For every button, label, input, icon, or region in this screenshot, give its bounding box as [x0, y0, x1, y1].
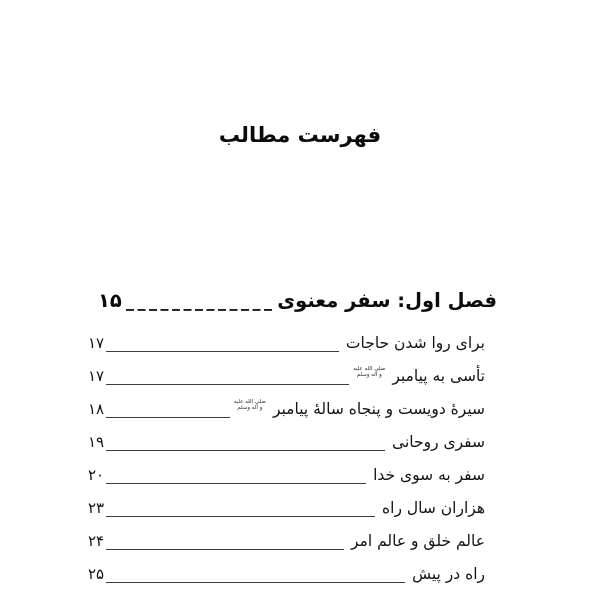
- chapter-heading-label: فصل اول: سفر معنوی: [277, 289, 497, 312]
- entry-label: سفری روحانی: [392, 433, 485, 451]
- entry-page-number: ۱۷: [88, 367, 105, 385]
- entry-page-number: ۲۰: [88, 466, 105, 484]
- entry-page-number: ۱۸: [88, 400, 105, 418]
- entry-page-number: ۲۳: [88, 499, 105, 517]
- chapter-page-number: ۱۵: [98, 289, 122, 312]
- leader-line: [106, 525, 344, 558]
- toc-entry: [88, 393, 485, 426]
- leader-line: [106, 558, 405, 591]
- entry-label: راه در پیش: [412, 565, 485, 583]
- toc-entry: [88, 558, 485, 591]
- entry-page-number: ۲۵: [88, 565, 105, 583]
- toc-entry: [88, 360, 485, 393]
- toc-entry: [88, 459, 485, 492]
- dashed-leader-line: [124, 284, 272, 318]
- entry-label: سفر به سوی خدا: [373, 466, 485, 484]
- toc-entry: [88, 525, 485, 558]
- page-title: فهرست مطالب: [218, 123, 382, 147]
- leader-line: [106, 393, 230, 426]
- entry-page-number: ۲۴: [88, 532, 105, 550]
- leader-line: [106, 360, 349, 393]
- honorific-line: صلی الله علیه: [353, 366, 386, 372]
- toc-chapter-heading: [88, 284, 497, 318]
- leader-line: [106, 327, 339, 360]
- entry-label: سیرهٔ دویست و پنجاه سالهٔ پیامبر: [272, 400, 485, 418]
- table-of-contents: [88, 284, 497, 591]
- leader-line: [106, 459, 366, 492]
- entry-page-number: ۱۷: [88, 334, 105, 352]
- honorific-line: و آله وسلم: [237, 405, 263, 411]
- toc-entry-list: [88, 327, 497, 591]
- entry-label: هزاران سال راه: [382, 499, 485, 517]
- prophet-honorific-mark: [353, 366, 385, 378]
- entry-label: برای روا شدن حاجات: [345, 334, 485, 352]
- prophet-honorific-mark: [234, 399, 266, 411]
- toc-entry: [88, 492, 485, 525]
- toc-entry: [88, 327, 485, 360]
- honorific-line: صلی الله علیه: [233, 399, 266, 405]
- entry-page-number: ۱۹: [88, 433, 105, 451]
- entry-label: عالم خلق و عالم امر: [350, 532, 485, 550]
- leader-line: [106, 492, 375, 525]
- honorific-line: و آله وسلم: [356, 372, 382, 378]
- entry-label: تأسی به پیامبر: [392, 367, 485, 385]
- toc-entry: [88, 426, 485, 459]
- leader-line: [106, 426, 385, 459]
